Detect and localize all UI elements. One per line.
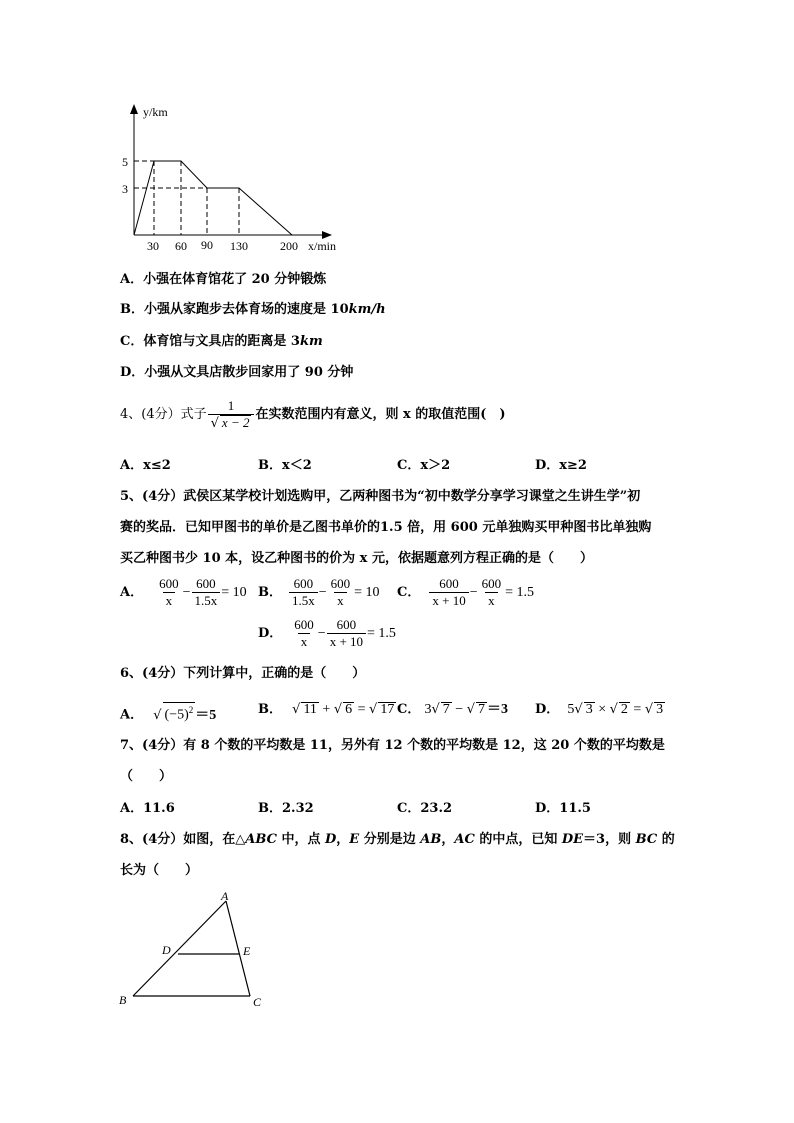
q6-option-a <box>120 702 216 724</box>
option-letter: C． <box>397 584 421 600</box>
q8-text: ＝3，则 <box>583 832 636 847</box>
label-e: E <box>243 944 251 958</box>
label-c: C <box>253 995 262 1009</box>
option-letter: C． <box>120 334 144 349</box>
triangle-name: ABC <box>245 832 277 847</box>
q3-option-a <box>120 272 326 288</box>
segment-de: DE <box>561 832 584 847</box>
fraction <box>289 576 318 609</box>
label-b: B <box>119 993 127 1007</box>
x-tick-200: 200 <box>280 239 298 253</box>
coefficient: 3 <box>424 702 432 717</box>
option-letter: C． <box>397 801 421 816</box>
dashed-guides <box>134 161 239 235</box>
option-letter: B． <box>258 702 282 717</box>
frac-den: x + 10 <box>429 592 468 609</box>
q5-option-a <box>120 576 247 609</box>
x-tick-30: 30 <box>147 239 159 253</box>
option-letter: B． <box>258 801 282 816</box>
x-tick-90: 90 <box>201 238 213 252</box>
radicand <box>163 702 196 723</box>
minus-sign: − <box>469 584 478 600</box>
q7-option-a <box>120 801 175 817</box>
radicand: 3 <box>585 702 593 717</box>
option-text: x＞2 <box>420 458 451 473</box>
distance-time-graph <box>120 100 360 260</box>
frac-num: 600 <box>293 576 314 591</box>
side-ab: AB <box>420 832 442 847</box>
q4-prefix: 4、(4分）式子 <box>120 407 207 422</box>
option-text: x≥2 <box>559 458 587 473</box>
option-text: 2.32 <box>282 801 314 816</box>
q3-option-c <box>120 334 323 350</box>
q6-option-d <box>535 702 665 718</box>
q4-frac-num: 1 <box>227 398 235 413</box>
sqrt-symbol: √ <box>333 702 343 717</box>
option-text: 体育馆与文具店的距离是 3 <box>143 334 300 349</box>
y-tick-5: 5 <box>122 155 128 169</box>
q4-stem <box>120 398 506 432</box>
q8-text: ， <box>336 832 350 847</box>
q5-option-c <box>397 576 534 609</box>
q4-option-c <box>397 458 450 474</box>
frac-num: 600 <box>159 576 179 591</box>
minus-sign: − <box>317 625 326 641</box>
x-tick-60: 60 <box>175 239 187 253</box>
option-text: 11.5 <box>559 801 591 816</box>
q4-radicand: x − 2 <box>221 415 250 430</box>
rhs: = 1.5 <box>367 625 396 641</box>
radicand-base: (−5) <box>164 707 189 723</box>
frac-den: x <box>298 633 311 650</box>
distance-line <box>134 161 292 235</box>
point-d: D <box>324 832 337 847</box>
option-letter: B． <box>258 584 282 600</box>
result: ＝5 <box>195 707 217 723</box>
frac-num: 600 <box>439 576 459 591</box>
rhs: = 10 <box>354 584 380 600</box>
q5-option-d <box>258 617 396 650</box>
sqrt-symbol: √ <box>369 702 378 717</box>
option-text: 11.6 <box>143 801 175 816</box>
radicand: 6 <box>345 702 353 717</box>
sqrt-symbol: √ <box>574 702 583 717</box>
q4-option-a <box>120 458 171 474</box>
option-unit: km/h <box>348 302 386 317</box>
expression <box>153 705 217 723</box>
q8-text: 8、(4分）如图，在△ <box>120 832 246 847</box>
sqrt-symbol: √ <box>431 702 440 717</box>
radicand: 7 <box>478 702 485 717</box>
fraction <box>291 617 317 650</box>
sqrt-symbol: √ <box>292 702 301 717</box>
exponent: 2 <box>188 705 194 715</box>
frac-den: x <box>163 592 176 609</box>
rhs: = 1.5 <box>505 584 535 600</box>
frac-den: x <box>485 592 498 609</box>
option-text: x＜2 <box>282 458 312 473</box>
q7-option-d <box>535 801 591 817</box>
frac-den: x + 10 <box>327 633 366 650</box>
q8-text: 的 <box>657 832 675 847</box>
radicand: 2 <box>620 702 628 717</box>
minus-sign: − <box>451 702 467 717</box>
option-letter: D． <box>535 702 560 717</box>
equals-sign: = <box>354 702 370 717</box>
option-letter: A． <box>120 458 144 473</box>
fraction <box>156 576 182 609</box>
fraction <box>328 576 354 609</box>
q4-option-d <box>535 458 587 474</box>
x-axis-label: x/min <box>308 239 337 253</box>
y-tick-3: 3 <box>122 182 128 196</box>
point-e: E <box>349 832 360 847</box>
option-letter: C． <box>397 458 421 473</box>
q5-option-b <box>258 576 380 609</box>
q4-suffix: 在实数范围内有意义，则 x 的取值范围( ) <box>255 407 506 422</box>
option-letter: D． <box>535 458 560 473</box>
radicand: 7 <box>442 702 450 717</box>
option-unit: km <box>299 334 323 349</box>
q5-line-2: 赛的奖品．已知甲图书的单价是乙图书单价的1.5 倍，用 600 元单独购买甲种图书比单独购 <box>120 520 652 535</box>
label-d: D <box>162 943 171 957</box>
y-axis-arrow <box>130 104 138 114</box>
radicand: 11 <box>303 702 317 717</box>
option-letter: A． <box>120 801 144 816</box>
y-axis-label: y/km <box>143 105 168 119</box>
minus-sign: − <box>182 584 191 600</box>
q5-line-1: 5、(4分）武侯区某学校计划选购甲，乙两种图书为“初中数学分享学习课堂之生讲生学”初 <box>120 489 641 504</box>
equals-sign: = <box>629 702 645 717</box>
q8-line-1 <box>120 832 675 848</box>
frac-num: 600 <box>481 576 502 591</box>
q6-stem: 6、(4分）下列计算中，正确的是（ ） <box>120 666 366 681</box>
option-text: 小强从文具店散步回家用了 90 分钟 <box>144 365 354 380</box>
side-ac: AC <box>454 832 475 847</box>
minus-sign: − <box>318 584 327 600</box>
side-ab-line <box>133 901 226 996</box>
frac-den: 1.5x <box>289 592 318 609</box>
q3-option-b <box>120 302 386 318</box>
radicand: 17 <box>380 702 395 717</box>
x-tick-130: 130 <box>230 239 248 253</box>
frac-num: 600 <box>196 576 216 591</box>
option-letter: A． <box>120 584 144 600</box>
fraction <box>192 576 221 609</box>
q8-text: ， <box>441 832 455 847</box>
option-letter: D． <box>535 801 560 816</box>
q7-option-b <box>258 801 314 817</box>
option-letter: D． <box>120 365 145 380</box>
q6-option-b <box>258 702 396 718</box>
result: ＝3 <box>487 702 508 717</box>
q4-frac-den <box>208 414 255 432</box>
expression <box>292 702 396 717</box>
option-letter: B． <box>120 302 144 317</box>
side-bc: BC <box>635 832 658 847</box>
option-text: 小强从家跑步去体育场的速度是 10 <box>144 302 349 317</box>
q4-option-b <box>258 458 312 474</box>
expression <box>425 702 509 717</box>
option-text: 小强在体育馆花了 20 分钟锻炼 <box>143 272 327 287</box>
x-axis-arrow <box>322 231 332 239</box>
option-letter: D． <box>258 625 283 641</box>
q5-line-3: 买乙种图书少 10 本，设乙种图书的价为 x 元，依据题意列方程正确的是（ ） <box>120 551 593 566</box>
q6-option-c <box>397 702 508 718</box>
times-sign: × <box>594 702 610 717</box>
sqrt-symbol: √ <box>609 702 618 717</box>
q7-line-2: （ ） <box>120 769 173 784</box>
radicand: 3 <box>656 702 664 717</box>
plus-sign: + <box>318 702 334 717</box>
frac-den: x <box>334 592 347 609</box>
q8-text: 的中点，已知 <box>474 832 562 847</box>
sqrt-symbol: √ <box>466 702 475 717</box>
fraction <box>479 576 505 609</box>
frac-den: 1.5x <box>192 592 221 609</box>
expression <box>567 702 665 717</box>
option-letter: B． <box>258 458 282 473</box>
option-text: x≤2 <box>143 458 171 473</box>
q7-option-c <box>397 801 452 817</box>
option-text: 23.2 <box>420 801 453 816</box>
frac-num: 600 <box>336 617 357 632</box>
q3-option-d <box>120 365 353 381</box>
q8-text: 中，点 <box>276 832 325 847</box>
label-a: A <box>221 889 229 903</box>
q8-line-2: 长为（ ） <box>120 863 199 878</box>
sqrt-symbol: √ <box>153 707 162 723</box>
sqrt-symbol: √ <box>644 702 654 717</box>
q8-text: 分别是边 <box>359 832 421 847</box>
q7-line-1: 7、(4分）有 8 个数的平均数是 11，另外有 12 个数的平均数是 12，这 20 个数的平均数是 <box>120 738 665 753</box>
q4-fraction <box>208 398 255 432</box>
triangle-figure <box>115 888 275 1013</box>
option-letter: A． <box>120 272 144 287</box>
option-letter: A． <box>120 707 144 723</box>
coefficient: 5 <box>567 702 575 717</box>
fraction <box>327 617 366 650</box>
rhs: = 10 <box>221 584 247 600</box>
option-letter: C． <box>397 702 421 717</box>
fraction <box>429 576 468 609</box>
frac-num: 600 <box>330 576 351 591</box>
frac-num: 600 <box>294 617 314 632</box>
sqrt-symbol: √ <box>210 416 219 431</box>
